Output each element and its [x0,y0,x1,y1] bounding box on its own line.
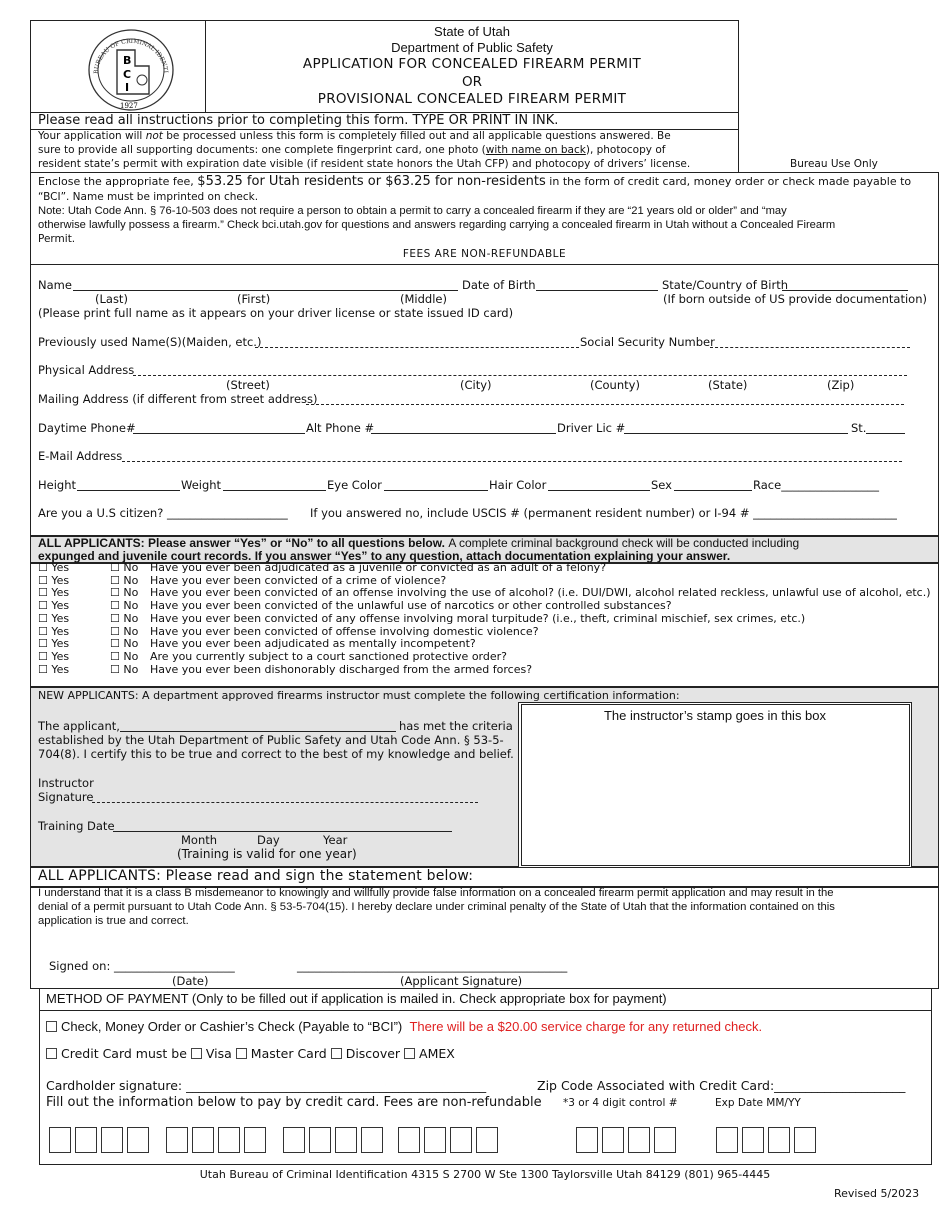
note-line-1: Note: Utah Code Ann. § 76-10-503 does not require a person to obtain a permit to carry a concealed firearm if they are “21 years old or older” and “may [38,205,787,217]
control-digit-box[interactable] [628,1127,650,1153]
card-digit-box[interactable] [49,1127,71,1153]
amex-checkbox[interactable] [404,1048,415,1059]
instructions-p1-line2: sure to provide all supporting documents: one complete fingerprint card, one photo (with name on back), photocopy of [38,144,666,156]
yes-checkbox[interactable]: ☐ Yes [38,573,70,587]
exp-digit-box[interactable] [794,1127,816,1153]
instructor-label: Instructor [38,776,94,790]
card-digit-box[interactable] [450,1127,472,1153]
state-birth-label: State/Country of Birth [662,278,789,292]
question-text: Have you ever been dishonorably discharged from the armed forces? [150,662,533,676]
svg-text:1927: 1927 [120,102,138,110]
weight-field[interactable] [223,490,326,491]
yes-checkbox[interactable]: ☐ Yes [38,637,70,651]
svg-text:C: C [123,68,132,81]
race-field[interactable]: _________________ [781,478,879,492]
mailing-address-field[interactable] [306,404,904,405]
physical-address-label: Physical Address [38,363,135,377]
card-digit-box[interactable] [192,1127,214,1153]
training-date-field[interactable] [113,831,452,832]
visa-checkbox[interactable] [191,1048,202,1059]
fee-line-2: “BCI”. Name must be imprinted on check. [38,191,259,203]
dob-label: Date of Birth [462,278,536,292]
day-label: Day [257,833,280,847]
print-name-note: (Please print full name as it appears on your driver license or state issued ID card) [38,306,514,320]
dob-field[interactable] [536,290,658,291]
card-digit-box[interactable] [218,1127,240,1153]
county-label: (County) [590,378,640,392]
statement-title: ALL APPLICANTS: Please read and sign the statement below: [38,868,474,884]
fill-out-note: Fill out the information below to pay by credit card. Fees are non-refundable [46,1095,542,1110]
card-digit-box[interactable] [127,1127,149,1153]
discover-checkbox[interactable] [331,1048,342,1059]
daytime-phone-label: Daytime Phone# [38,421,136,435]
alt-phone-field[interactable] [371,433,556,434]
state-label: (State) [708,378,748,392]
card-digit-box[interactable] [335,1127,357,1153]
hair-color-label: Hair Color [489,478,547,492]
name-field[interactable] [73,290,458,291]
hair-color-field[interactable] [548,490,650,491]
credit-card-options: Credit Card must be Visa Master Card Discover AMEX [46,1046,455,1061]
instructor-title: NEW APPLICANTS: A department approved firearms instructor must complete the following certification information: [38,689,680,702]
race-label: Race_________________ [753,478,879,492]
credit-card-checkbox[interactable] [46,1048,57,1059]
card-digit-box[interactable] [424,1127,446,1153]
svg-text:B: B [123,54,132,67]
revised-date: Revised 5/2023 [834,1187,920,1200]
footer-address: Utah Bureau of Criminal Identification 4315 S 2700 W Ste 1300 Taylorsville Utah 84129 (801) 965-4445 [199,1168,771,1181]
payment-title: METHOD OF PAYMENT (Only to be filled out if application is mailed in. Check appropriate box for payment) [46,991,667,1006]
no-checkbox[interactable]: ☐ No [110,649,139,663]
page-title: APPLICATION FOR CONCEALED FIREARM PERMIT [302,56,642,72]
yes-checkbox[interactable]: ☐ Yes [38,586,70,600]
state-birth-field[interactable] [782,290,908,291]
prev-names-field[interactable] [255,347,579,348]
question-text: Have you ever been convicted of an offense involving the use of alcohol? (i.e. DUI/DWI, alcohol related reckless, unlawful use of alcohol, etc.) [150,586,931,600]
zip-label: (Zip) [827,378,855,392]
prev-names-label: Previously used Name(S)(Maiden, etc.) [38,335,262,349]
city-label: (City) [460,378,492,392]
instructions-title: Please read all instructions prior to completing this form. TYPE OR PRINT IN INK. [38,113,559,128]
year-label: Year [323,833,348,847]
question-text: Have you ever been adjudicated as mentally incompetent? [150,637,476,651]
control-number-label: *3 or 4 digit control # [563,1097,678,1109]
no-checkbox[interactable]: ☐ No [110,561,139,574]
sex-field[interactable] [674,490,752,491]
page-subtitle: PROVISIONAL CONCEALED FIREARM PERMIT [317,91,627,107]
svg-text:I: I [125,81,130,94]
eye-color-label: Eye Color [327,478,382,492]
mailing-address-label: Mailing Address (if different from street address) [38,392,318,406]
no-checkbox[interactable]: ☐ No [110,611,139,625]
instructor-stamp-inner-border [521,704,910,866]
bureau-use-label: Bureau Use Only [790,158,878,170]
email-field[interactable] [122,461,902,462]
header-or: OR [461,74,482,90]
check-checkbox[interactable] [46,1021,57,1032]
yes-checkbox[interactable]: ☐ Yes [38,561,70,574]
cert-line-2: established by the Utah Department of Public Safety and Utah Code Ann. § 53-5- [38,733,504,747]
street-label: (Street) [226,378,270,392]
date-label: (Date) [172,974,209,988]
bci-seal-icon [87,28,175,112]
statement-line-1: I understand that it is a class B misdemeanor to knowingly and willfully provide false information on a concealed firearm permit application and may result in the [38,887,834,899]
applicant-signature-label: (Applicant Signature) [400,974,523,988]
exp-date-label: Exp Date MM/YY [715,1097,801,1109]
stamp-label: The instructor’s stamp goes in this box [603,708,827,723]
physical-address-field[interactable] [133,375,907,376]
cardholder-signature-field[interactable]: Cardholder signature: ________________________________________________ [46,1078,487,1093]
criteria-text: has met the criteria [399,719,513,733]
note-line-2: otherwise lawfully possess a firearm.” Check bci.utah.gov for questions and answers regarding carrying a concealed firearm in Utah without a Concealed Firearm [38,219,836,231]
fees-nonrefundable: FEES ARE NON-REFUNDABLE [402,248,567,260]
control-digit-box[interactable] [602,1127,624,1153]
no-checkbox[interactable]: ☐ No [110,662,139,676]
last-label: (Last) [95,292,128,306]
email-label: E-Mail Address [38,449,123,463]
month-label: Month [181,833,218,847]
question-text: Have you ever been convicted of offense involving domestic violence? [150,624,539,638]
note-line-3: Permit. [38,233,76,245]
uscis-label: If you answered no, include USCIS # (permanent resident number) or I-94 # _________________________ [310,506,897,520]
yes-checkbox[interactable]: ☐ Yes [38,611,70,625]
applicant-cert-name-field[interactable] [120,731,396,732]
weight-label: Weight [181,478,222,492]
question-text: Have you ever been convicted of a crime of violence? [150,573,447,587]
height-label: Height [38,478,77,492]
card-digit-box[interactable] [283,1127,305,1153]
card-digit-box[interactable] [476,1127,498,1153]
st-label: St. [851,421,867,435]
no-checkbox[interactable]: ☐ No [110,624,139,638]
service-charge-note: There will be a $20.00 service charge for any returned check. [409,1019,763,1034]
st-field[interactable] [866,433,905,434]
daytime-phone-field[interactable] [133,433,305,434]
ssn-label: Social Security Number [580,335,715,349]
yes-checkbox[interactable]: ☐ Yes [38,649,70,663]
statement-line-3: application is true and correct. [38,915,189,927]
training-date-label: Training Date [38,819,115,833]
signature-label: Signature [38,790,94,804]
no-checkbox[interactable]: ☐ No [110,573,139,587]
born-outside-note: (If born outside of US provide documentation) [663,292,927,306]
card-digit-box[interactable] [244,1127,266,1153]
question-text: Have you ever been adjudicated as a juvenile or convicted as an adult of a felony? [150,561,607,574]
fee-line: Enclose the appropriate fee, $53.25 for Utah residents or $63.25 for non-residents in the form of credit card, money order or check made payable to [38,174,912,189]
yes-checkbox[interactable]: ☐ Yes [38,662,70,676]
instructions-p1-line3: resident state’s permit with expiration date visible (if resident state honors the Utah CFP) and photocopy of drivers’ license. [38,158,691,170]
card-digit-box[interactable] [398,1127,420,1153]
driver-lic-field[interactable] [624,433,848,434]
control-digit-box[interactable] [576,1127,598,1153]
first-label: (First) [237,292,271,306]
driver-lic-label: Driver Lic # [557,421,626,435]
header-dept: Department of Public Safety [391,40,553,55]
yes-checkbox[interactable]: ☐ Yes [38,624,70,638]
middle-label: (Middle) [400,292,447,306]
check-option[interactable]: Check, Money Order or Cashier’s Check (Payable to “BCI”) There will be a $20.00 service charge for any returned check. [46,1019,762,1034]
question-text: Have you ever been convicted of any offense involving moral turpitude? (i.e., theft, criminal mischief, sex crimes, etc.) [150,611,806,625]
instructions-p1: Your application will not be processed unless this form is completely filled out and all applicable questions answered. Be [38,130,671,142]
cc-zip-field[interactable]: Zip Code Associated with Credit Card:_____________________ [537,1078,906,1093]
uscis-field[interactable]: _________________________ [753,506,897,520]
instructions-left-border [30,130,31,172]
yes-checkbox[interactable]: ☐ Yes [38,599,70,613]
exp-digit-box[interactable] [768,1127,790,1153]
exp-digit-box[interactable] [716,1127,738,1153]
applicant-signature-field[interactable]: _______________________________________________ [297,959,568,973]
exp-digit-box[interactable] [742,1127,764,1153]
card-digit-box[interactable] [309,1127,331,1153]
payment-title-divider [39,1010,932,1011]
no-checkbox[interactable]: ☐ No [110,586,139,600]
card-digit-box[interactable] [361,1127,383,1153]
eye-color-field[interactable] [384,490,488,491]
ssn-field[interactable] [710,347,910,348]
card-digit-box[interactable] [166,1127,188,1153]
instructions-right-border [738,130,739,172]
svg-text:BUREAU OF CRIMINAL IDENTIFICAT: BUREAU OF CRIMINAL IDENTI [92,37,169,75]
citizen-field[interactable]: _____________________ [166,506,288,520]
signed-on-field[interactable]: Signed on: _____________________ [49,959,235,973]
height-field[interactable] [77,490,180,491]
no-checkbox[interactable]: ☐ No [110,637,139,651]
header-state: State of Utah [434,24,510,39]
questions-header: ALL APPLICANTS: Please answer “Yes” or “No” to all questions below. A complete criminal background check will be conducted including [38,536,800,550]
training-valid-note: (Training is valid for one year) [177,847,357,861]
mastercard-checkbox[interactable] [236,1048,247,1059]
no-checkbox[interactable]: ☐ No [110,599,139,613]
question-text: Have you ever been convicted of the unlawful use of narcotics or other controlled substances? [150,599,672,613]
statement-line-2: denial of a permit pursuant to Utah Code Ann. § 53-5-704(15). I hereby declare under criminal penalty of the State of Utah that the information contained on this [38,901,835,913]
instructor-signature-field[interactable] [92,802,478,803]
applicant-cert-label: The applicant, [38,719,120,733]
questions-header-line2: expunged and juvenile court records. If you answer “Yes” to any question, attach documentation explaining your answer. [38,549,731,563]
sex-label: Sex [651,478,672,492]
card-digit-box[interactable] [101,1127,123,1153]
citizen-label: Are you a U.S citizen? _____________________ [38,506,288,520]
card-digit-box[interactable] [75,1127,97,1153]
name-label: Name [38,278,72,292]
cert-line-3: 704(8). I certify this to be true and correct to the best of my knowledge and belief. [38,747,514,761]
control-digit-box[interactable] [654,1127,676,1153]
alt-phone-label: Alt Phone # [306,421,375,435]
question-text: Are you currently subject to a court sanctioned protective order? [150,649,507,663]
